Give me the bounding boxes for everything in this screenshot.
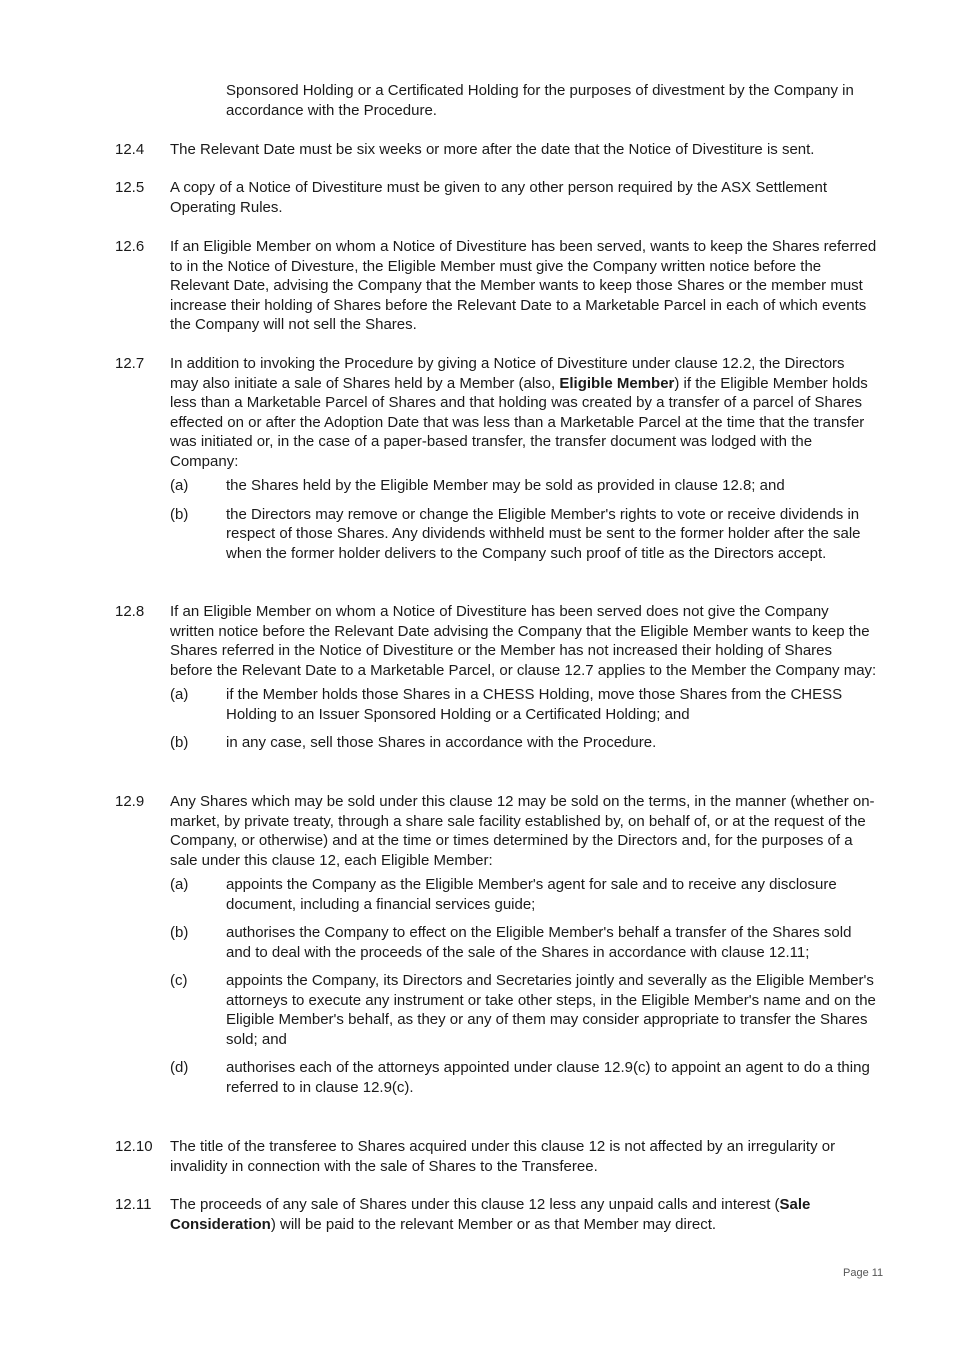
clause-text (170, 1195, 877, 1234)
clause-text: Any Shares which may be sold under this clause 12 may be sold on the terms, in the manner (whether on-market, by private treaty, through a share sale facility established by, on behalf of, or at the request of the Company, or otherwise) and at the time or times determined by the Directors and, for the purposes of a sale under this clause 12, each Eligible Member: (170, 793, 875, 869)
clause-text: A copy of a Notice of Divestiture must be given to any other person required by the ASX Settlement Operating Rules. (170, 179, 828, 216)
clause-number: 12.6 (115, 238, 145, 255)
clause-text-part: The proceeds of any sale of Shares under this clause 12 less any unpaid calls and interest ( (170, 1196, 780, 1213)
sub-clause-12-8-a (170, 685, 877, 724)
sub-clause-label: (a) (170, 686, 189, 703)
clause-number: 12.5 (115, 179, 145, 196)
sub-clause-text: if the Member holds those Shares in a CHESS Holding, move those Shares from the CHESS Holding to an Issuer Sponsored Holding or a Certificated Holding; and (226, 686, 843, 723)
clause-12-8 (115, 602, 877, 753)
sub-clause-text: authorises each of the attorneys appointed under clause 12.9(c) to appoint an agent to do a thing referred to in clause 12.9(c). (226, 1059, 870, 1096)
page-number: Page 11 (843, 1267, 884, 1279)
defined-term-sale-consideration: Sale Consideration (170, 1196, 811, 1233)
clause-12-5 (115, 178, 877, 217)
defined-term-eligible-member: Eligible Member (559, 374, 675, 392)
clause-text: If an Eligible Member on whom a Notice of Divestiture has been served, wants to keep the Shares referred to in the Notice of Divesture, the Eligible Member must give the Company written notice before the Relevant Date, advising the Company that the Member wants to keep those Shares or the member must increase their holding of Shares before the Relevant Date to a Marketable Parcel in each of which events the Company will not sell the Shares. (170, 238, 877, 333)
sub-clause-12-9-c (170, 971, 877, 1049)
clause-number: 12.4 (115, 141, 145, 158)
continuation-paragraph: Sponsored Holding or a Certificated Holding for the purposes of divestment by the Company in accordance with the Procedure. (226, 82, 854, 119)
sub-clause-label: (a) (170, 477, 189, 494)
sub-clause-label: (d) (170, 1059, 189, 1076)
sub-clause-text: the Shares held by the Eligible Member may be sold as provided in clause 12.8; and (226, 477, 785, 494)
clause-number: 12.11 (115, 1196, 152, 1213)
sub-clause-text: in any case, sell those Shares in accordance with the Procedure. (226, 734, 657, 751)
clause-12-9 (115, 792, 877, 1097)
clause-number: 12.8 (115, 603, 145, 620)
sub-clause-label: (b) (170, 734, 189, 751)
sub-clause-12-9-d (170, 1058, 877, 1097)
clause-text-part: In addition to invoking the Procedure by giving a Notice of Divestiture under clause 12.2, the Directors may also initiate a sale of Shares held by a Member (also, (170, 355, 845, 392)
sub-clause-label: (b) (170, 505, 189, 523)
clause-12-6 (115, 237, 877, 335)
clause-number: 12.10 (115, 1138, 153, 1155)
sub-clause-12-7-b (170, 505, 877, 564)
sub-clause-12-8-b (170, 733, 877, 753)
sub-clause-12-7-a (170, 476, 877, 496)
clause-12-4 (115, 140, 877, 160)
clause-text: If an Eligible Member on whom a Notice of Divestiture has been served does not give the Company written notice before the Relevant Date advising the Company that the Eligible Member wants to keep the Shares referred in the Notice of Divestiture or the Member has not increased their holding of Shares before the Relevant Date to a Marketable Parcel, or clause 12.7 applies to the Member the Company may: (170, 603, 877, 679)
sub-clause-12-9-b (170, 923, 877, 962)
clause-number: 12.9 (115, 793, 145, 810)
clause-text: The title of the transferee to Shares acquired under this clause 12 is not affected by an irregularity or invalidity in connection with the sale of Shares to the Transferee. (170, 1138, 836, 1175)
sub-clause-label: (a) (170, 876, 189, 893)
clause-number: 12.7 (115, 355, 145, 372)
clause-text (170, 354, 877, 471)
clause-text-part: ) will be paid to the relevant Member or as that Member may direct. (270, 1215, 717, 1233)
clause-text-part: ) if the Eligible Member holds less than a Marketable Parcel of Shares and that holding was created by a transfer of a parcel of Shares effected on or after the Adoption Date that was less than a Marketable Parcel at the time that the transfer was initiated or, in the case of a paper-based transfer, the transfer document was lodged with the Company: (170, 374, 868, 470)
sub-clause-text: appoints the Company as the Eligible Member's agent for sale and to receive any disclosure document, including a financial services guide; (226, 876, 837, 913)
clause-text: The Relevant Date must be six weeks or more after the date that the Notice of Divestiture is sent. (170, 141, 815, 158)
sub-clause-text: authorises the Company to effect on the Eligible Member's behalf a transfer of the Shares sold and to deal with the proceeds of the sale of the Shares in accordance with clause 12.11; (226, 924, 852, 961)
clause-12-11 (115, 1195, 877, 1234)
sub-clause-text: the Directors may remove or change the Eligible Member's rights to vote or receive dividends in respect of those Shares. Any dividends withheld must be sent to the former holder after the sale when the former holder delivers to the Company such proof of title as the Directors accept. (226, 505, 861, 562)
clause-12-10 (115, 1137, 877, 1176)
clause-12-7 (115, 354, 877, 563)
sub-clause-label: (c) (170, 972, 188, 989)
sub-clause-label: (b) (170, 924, 189, 941)
sub-clause-text: appoints the Company, its Directors and Secretaries jointly and severally as the Eligible Member's attorneys to execute any instrument or take other steps, in the Eligible Member's name and on the Eligible Member's behalf, as they or any of them may consider appropriate to transfer the Shares sold; and (226, 972, 876, 1048)
sub-clause-12-9-a (170, 875, 877, 914)
